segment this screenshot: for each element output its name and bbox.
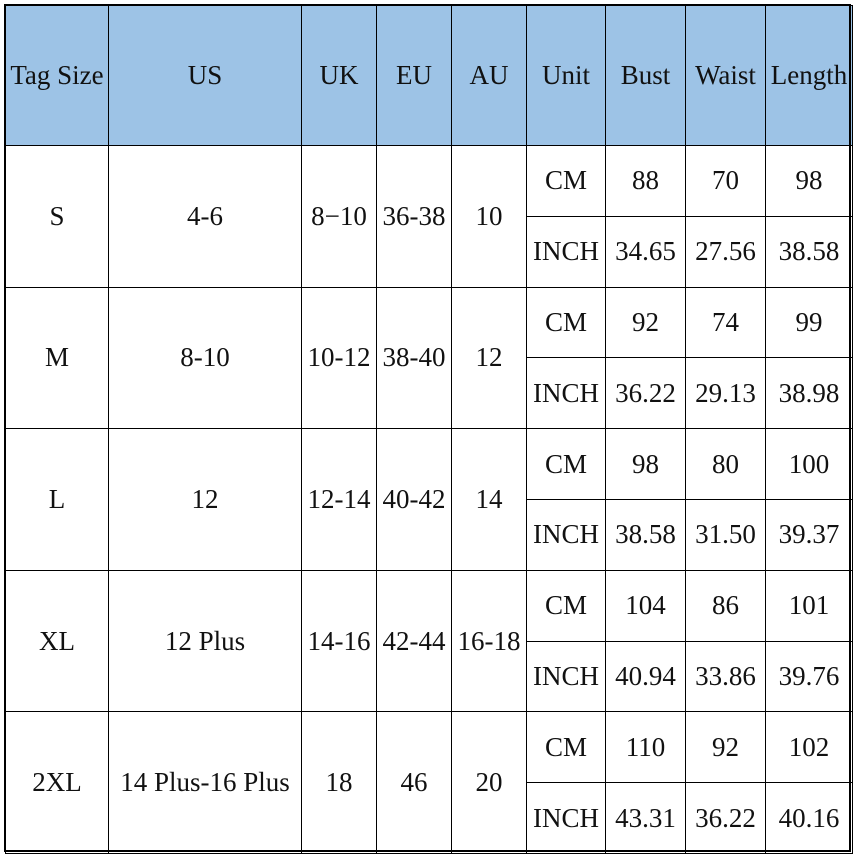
au-size-cell: 16-18 [452, 570, 527, 712]
unit-cell: CM [527, 429, 606, 500]
header-uk: UK [302, 6, 377, 146]
tag-size-cell: S [6, 146, 109, 288]
waist-cell: 86 [686, 570, 766, 641]
au-size-cell: 12 [452, 287, 527, 429]
length-cell: 101 [766, 570, 853, 641]
unit-cell: INCH [527, 216, 606, 287]
waist-cell: 29.13 [686, 358, 766, 429]
eu-size-cell: 40-42 [377, 429, 452, 571]
table-row [6, 287, 853, 358]
us-size-cell: 12 [109, 429, 302, 571]
bust-cell: 104 [606, 570, 686, 641]
us-size-cell: 4-6 [109, 146, 302, 288]
us-size-cell: 8-10 [109, 287, 302, 429]
length-cell: 100 [766, 429, 853, 500]
unit-cell: CM [527, 287, 606, 358]
header-tag-size: Tag Size [6, 6, 109, 146]
unit-cell: INCH [527, 358, 606, 429]
unit-cell: CM [527, 146, 606, 217]
us-size-cell: 14 Plus-16 Plus [109, 712, 302, 854]
bust-cell: 34.65 [606, 216, 686, 287]
header-us: US [109, 6, 302, 146]
length-cell: 38.58 [766, 216, 853, 287]
uk-size-cell: 12-14 [302, 429, 377, 571]
eu-size-cell: 46 [377, 712, 452, 854]
waist-cell: 80 [686, 429, 766, 500]
length-cell: 99 [766, 287, 853, 358]
waist-cell: 70 [686, 146, 766, 217]
length-cell: 38.98 [766, 358, 853, 429]
uk-size-cell: 14-16 [302, 570, 377, 712]
length-cell: 39.76 [766, 641, 853, 712]
tag-size-cell: 2XL [6, 712, 109, 854]
waist-cell: 33.86 [686, 641, 766, 712]
waist-cell: 36.22 [686, 783, 766, 854]
bust-cell: 88 [606, 146, 686, 217]
length-cell: 40.16 [766, 783, 853, 854]
waist-cell: 31.50 [686, 499, 766, 570]
table-row [6, 712, 853, 783]
header-au: AU [452, 6, 527, 146]
header-row [6, 6, 853, 146]
waist-cell: 74 [686, 287, 766, 358]
table-row [6, 146, 853, 217]
header-eu: EU [377, 6, 452, 146]
eu-size-cell: 38-40 [377, 287, 452, 429]
au-size-cell: 10 [452, 146, 527, 288]
header-bust: Bust [606, 6, 686, 146]
table-row [6, 570, 853, 641]
eu-size-cell: 36-38 [377, 146, 452, 288]
uk-size-cell: 10-12 [302, 287, 377, 429]
bust-cell: 43.31 [606, 783, 686, 854]
tag-size-cell: M [6, 287, 109, 429]
unit-cell: INCH [527, 641, 606, 712]
bust-cell: 36.22 [606, 358, 686, 429]
uk-size-cell: 8−10 [302, 146, 377, 288]
tag-size-cell: L [6, 429, 109, 571]
length-cell: 39.37 [766, 499, 853, 570]
tag-size-cell: XL [6, 570, 109, 712]
us-size-cell: 12 Plus [109, 570, 302, 712]
header-unit: Unit [527, 6, 606, 146]
bust-cell: 92 [606, 287, 686, 358]
bust-cell: 40.94 [606, 641, 686, 712]
length-cell: 102 [766, 712, 853, 783]
unit-cell: INCH [527, 783, 606, 854]
table-row [6, 429, 853, 500]
eu-size-cell: 42-44 [377, 570, 452, 712]
au-size-cell: 20 [452, 712, 527, 854]
au-size-cell: 14 [452, 429, 527, 571]
length-cell: 98 [766, 146, 853, 217]
header-length: Length [766, 6, 853, 146]
uk-size-cell: 18 [302, 712, 377, 854]
bust-cell: 38.58 [606, 499, 686, 570]
unit-cell: CM [527, 570, 606, 641]
unit-cell: CM [527, 712, 606, 783]
header-waist: Waist [686, 6, 766, 146]
size-chart-table [5, 5, 853, 854]
bust-cell: 110 [606, 712, 686, 783]
unit-cell: INCH [527, 499, 606, 570]
waist-cell: 27.56 [686, 216, 766, 287]
waist-cell: 92 [686, 712, 766, 783]
bust-cell: 98 [606, 429, 686, 500]
